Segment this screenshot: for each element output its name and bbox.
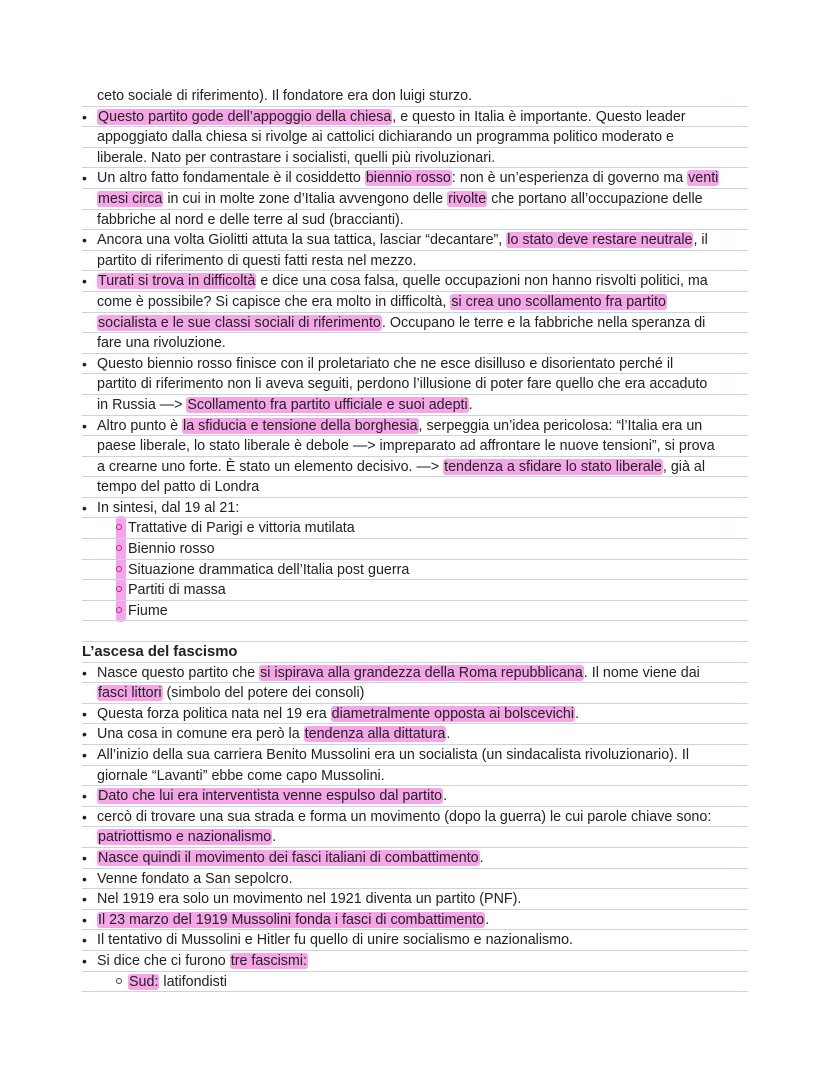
list-item (82, 951, 748, 972)
bullet-icon: • (82, 952, 87, 969)
circle-bullet-icon (116, 607, 122, 613)
bullet-icon: • (82, 747, 87, 763)
line-text: latifondisti (159, 973, 227, 990)
highlighted-text: si ispirava alla grandezza della Roma repubblicana (260, 664, 583, 681)
line-text: partito di riferimento non li aveva seguiti, perdono l’illusione di poter fare quello che era accaduto (97, 376, 708, 393)
line-text: liberale. Nato per contrastare i socialisti, quelli più rivoluzionari. (97, 149, 496, 166)
line-text: Nasce questo partito che (97, 664, 260, 681)
circle-bullet-icon (116, 586, 122, 592)
line-text: . (575, 705, 580, 722)
bullet-icon: • (82, 726, 87, 743)
line-text: Altro punto è (97, 417, 183, 434)
list-item (82, 704, 748, 725)
circle-bullet-icon (116, 545, 122, 551)
text-line (82, 148, 748, 169)
bullet-icon: • (82, 273, 87, 290)
highlighted-text: diametralmente opposta ai bolscevichi (331, 705, 575, 722)
bullet-icon: • (82, 705, 87, 722)
bullet-icon: • (82, 808, 87, 825)
text-line (82, 457, 748, 478)
list-item (82, 663, 748, 684)
highlighted-text: Scollamento fra partito ufficiale e suoi adepti (187, 396, 468, 413)
sub-list-item (82, 972, 748, 993)
line-text: . (485, 911, 490, 928)
list-item (82, 889, 748, 910)
line-text: . (446, 726, 451, 743)
text-line (82, 313, 748, 334)
highlighted-text: rivolte (448, 190, 487, 207)
bullet-icon: • (82, 355, 87, 372)
highlighted-text: Sud: (129, 973, 159, 990)
line-text: che portano all’occupazione delle (487, 190, 703, 207)
text-line (82, 436, 748, 457)
highlighted-text: mesi circa (98, 190, 163, 207)
text-line (82, 86, 748, 107)
highlighted-text: Turati si trova in difficoltà (98, 273, 256, 290)
line-text: Si dice che ci furono (97, 952, 230, 969)
list-item (82, 168, 748, 189)
text-line (82, 395, 748, 416)
line-text: e dice una cosa falsa, quelle occupazioni non hanno risvolti politici, ma (256, 273, 708, 290)
line-text: : non è un’esperienza di governo ma (451, 170, 688, 187)
bullet-icon: • (82, 108, 87, 125)
highlighted-text: si crea uno scollamento fra partito (451, 293, 666, 310)
list-item (82, 271, 748, 292)
highlighted-text: tre fascismi: (230, 952, 307, 969)
highlighted-text: tendenza a sfidare lo stato liberale (444, 458, 662, 475)
text-line (82, 251, 748, 272)
line-text: tempo del patto di Londra (97, 479, 260, 496)
list-item (82, 107, 748, 128)
highlighted-text: patriottismo e nazionalismo (98, 829, 272, 846)
highlighted-text: lo stato deve restare neutrale (507, 232, 693, 249)
list-item (82, 910, 748, 931)
highlighted-text: Questo partito gode dell’appoggio della chiesa (98, 108, 392, 125)
highlighted-text: la sfiducia e tensione della borghesia (183, 417, 418, 434)
highlighted-text: tendenza alla dittatura (304, 726, 446, 743)
line-text: appoggiato dalla chiesa si rivolge ai cattolici dichiarando un programma politico moderato e (97, 129, 674, 146)
bullet-icon: • (82, 870, 87, 887)
line-text: , il (693, 232, 708, 249)
section-heading (82, 642, 748, 663)
bullet-icon: • (82, 891, 87, 908)
line-text: in cui in molte zone d’Italia avvengono delle (163, 190, 448, 207)
list-item (82, 848, 748, 869)
line-text: ceto sociale di riferimento). Il fondatore era don luigi sturzo. (97, 88, 473, 104)
bullet-icon: • (82, 788, 87, 805)
list-item (82, 416, 748, 437)
line-text: . (443, 788, 448, 805)
line-text: . (468, 396, 473, 413)
list-item (82, 498, 748, 519)
text-line (82, 292, 748, 313)
bullet-icon: • (82, 849, 87, 866)
line-text: Nel 1919 era solo un movimento nel 1921 diventa un partito (PNF). (97, 891, 522, 908)
highlighted-text: Dato che lui era interventista venne espulso dal partito (98, 788, 443, 805)
line-text: In sintesi, dal 19 al 21: (97, 499, 240, 516)
line-text: a crearne uno forte. È stato un elemento decisivo. —> (97, 458, 444, 475)
line-text: Trattative di Parigi e vittoria mutilata (128, 520, 355, 537)
list-item (82, 354, 748, 375)
line-text: . Il nome viene dai (583, 664, 700, 681)
list-item (82, 786, 748, 807)
text-line (82, 189, 748, 210)
line-text: , serpeggia un’idea pericolosa: “l’Italia era un (418, 417, 703, 434)
highlighted-text: Nasce quindi il movimento dei fasci italiani di combattimento (98, 849, 479, 866)
line-text: Partiti di massa (128, 582, 226, 599)
line-text: , già al (662, 458, 706, 475)
text-line (82, 766, 748, 787)
text-line (82, 210, 748, 231)
highlighted-text: biennio rosso (365, 170, 451, 187)
list-item (82, 230, 748, 251)
line-text: Una cosa in comune era però la (97, 726, 304, 743)
line-text: Venne fondato a San sepolcro. (97, 870, 293, 887)
text-line (82, 683, 748, 704)
list-item (82, 930, 748, 951)
list-item (82, 724, 748, 745)
highlighted-text: Il 23 marzo del 1919 Mussolini fonda i fasci di combattimento (98, 911, 485, 928)
line-text: paese liberale, lo stato liberale è debole —> impreparato ad affrontare le nuove tensioni”, si prova (97, 438, 715, 455)
line-text: Situazione drammatica dell’Italia post guerra (128, 561, 410, 578)
line-text: Fiume (128, 602, 168, 619)
text-line (82, 477, 748, 498)
line-text: . (272, 829, 277, 846)
bullet-icon: • (82, 170, 87, 187)
line-text: , e questo in Italia è importante. Questo leader (392, 108, 686, 125)
line-text: cercò di trovare una sua strada e forma un movimento (dopo la guerra) le cui parole chiave sono: (97, 808, 712, 825)
line-text: Il tentativo di Mussolini e Hitler fu quello di unire socialismo e nazionalismo. (97, 932, 573, 949)
bullet-icon: • (82, 911, 87, 928)
line-text: Biennio rosso (128, 541, 215, 558)
circle-bullet-icon (116, 524, 122, 530)
list-item (82, 807, 748, 828)
bullet-icon: • (82, 499, 87, 516)
highlighted-text: venti (688, 170, 719, 187)
sub-list-item (82, 518, 748, 539)
line-text: partito di riferimento di questi fatti resta nel mezzo. (97, 252, 417, 269)
sub-list-item (82, 560, 748, 581)
line-text: . (479, 849, 484, 866)
highlighted-text: socialista e le sue classi sociali di riferimento (98, 314, 381, 331)
bullet-icon: • (82, 664, 87, 681)
sub-list-item (82, 601, 748, 622)
text-line (82, 127, 748, 148)
line-text: Questa forza politica nata nel 19 era (97, 705, 331, 722)
line-text: All’inizio della sua carriera Benito Mussolini era un socialista (un sindacalista rivoluzionario). Il (97, 747, 690, 763)
list-item (82, 869, 748, 890)
line-text: giornale “Lavanti” ebbe come capo Mussolini. (97, 767, 385, 784)
heading-text: L’ascesa del fascismo (82, 644, 238, 661)
sub-list-item (82, 580, 748, 601)
line-text: Ancora una volta Giolitti attuta la sua tattica, lasciar “decantare”, (97, 232, 507, 249)
line-text: fabbriche al nord e delle terre al sud (braccianti). (97, 211, 404, 228)
blank-line (82, 621, 748, 642)
circle-bullet-icon (116, 978, 122, 984)
line-text: in Russia —> (97, 396, 187, 413)
bullet-icon: • (82, 932, 87, 949)
list-item (82, 745, 748, 766)
bullet-icon: • (82, 232, 87, 249)
text-line (82, 827, 748, 848)
line-text: (simbolo del potere dei consoli) (162, 685, 365, 702)
line-text: Un altro fatto fondamentale è il cosiddetto (97, 170, 365, 187)
sub-list-item (82, 539, 748, 560)
line-text: come è possibile? Si capisce che era molto in difficoltà, (97, 293, 451, 310)
line-text: Questo biennio rosso finisce con il proletariato che ne esce disilluso e disorientato perché il (97, 355, 674, 372)
text-line (82, 333, 748, 354)
bullet-icon: • (82, 417, 87, 434)
text-line (82, 374, 748, 395)
highlighted-text: fasci littori (98, 685, 162, 702)
line-text: fare una rivoluzione. (97, 335, 226, 352)
circle-bullet-icon (116, 566, 122, 572)
line-text: . Occupano le terre e la fabbriche nella speranza di (381, 314, 706, 331)
